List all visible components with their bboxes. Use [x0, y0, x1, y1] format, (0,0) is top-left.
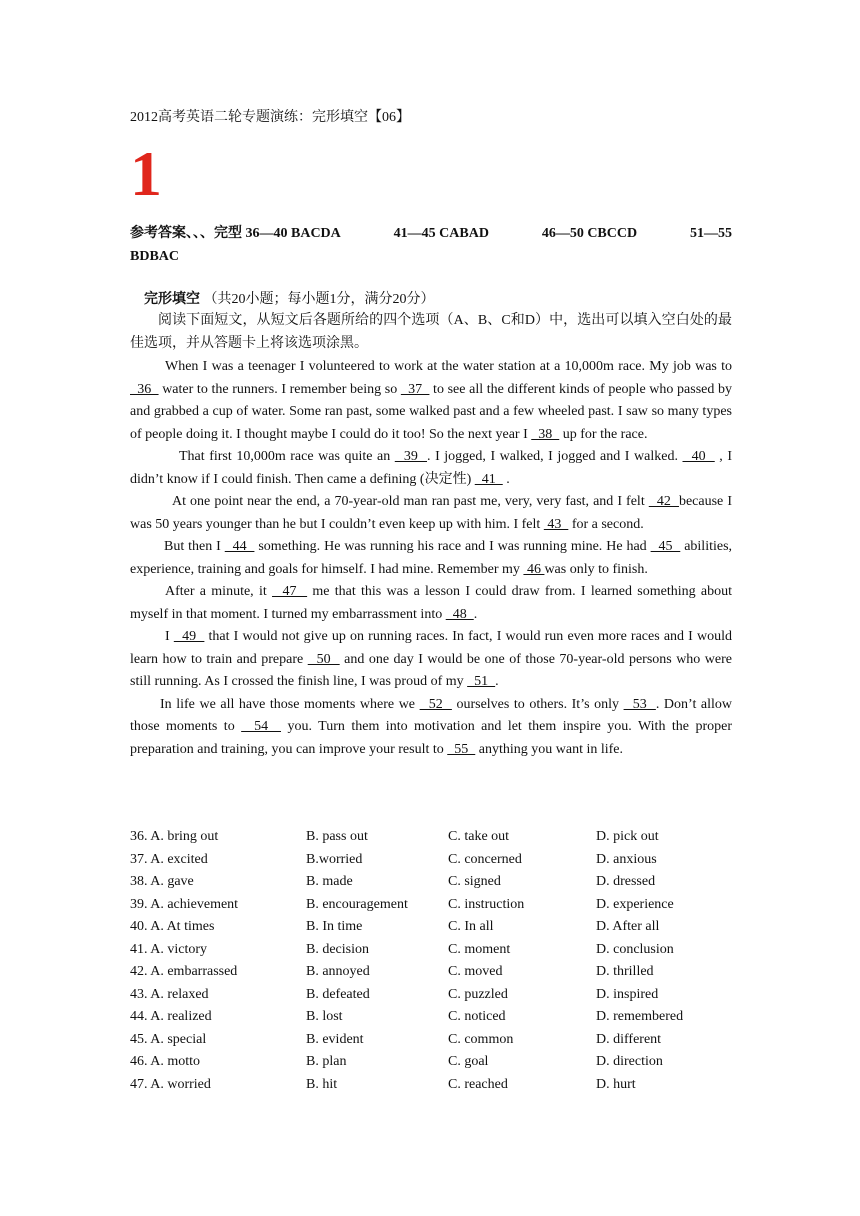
option-b: B. evident — [306, 1031, 364, 1047]
text: After a minute, it — [165, 584, 273, 599]
option-d: D. hurt — [596, 1076, 636, 1092]
option-a: 47. A. worried — [130, 1076, 211, 1092]
option-c: C. goal — [448, 1054, 489, 1069]
question-number: 1 — [130, 138, 162, 209]
text: abilities, experience, training and goals for himself. I had mine. Remember my — [130, 539, 733, 577]
answer-key-label: 参考答案、、、完型 36—40 BACDA — [130, 226, 341, 241]
paragraph-4 — [130, 536, 732, 581]
paragraph-6 — [130, 626, 732, 694]
option-row-40 — [130, 919, 732, 942]
option-d: D. inspired — [596, 986, 659, 1002]
section-title: 完形填空 — [144, 292, 200, 307]
blank-49: 49 — [173, 629, 205, 644]
text: to see all the different kinds of people who passed by and grabbed a cup of water. Some ran past, some walked past and a few wheeled past. I saw so many types of people doing it. I thought maybe I could do it too! So the next year I — [130, 381, 733, 442]
option-c: C. signed — [448, 874, 501, 889]
option-b: B. annoyed — [306, 964, 370, 979]
blank-41: 41 — [474, 471, 503, 487]
option-c: C. take out — [448, 829, 510, 844]
option-row-44 — [130, 1009, 732, 1032]
text: , I didn’t know if I could finish. Then came a defining (决定性) — [130, 449, 733, 487]
option-row-41 — [130, 942, 732, 965]
text: up for the race. — [559, 426, 648, 442]
text: . I jogged, I walked, I jogged and I walked. — [427, 449, 683, 464]
option-b: B.worried — [306, 851, 363, 867]
option-c: C. concerned — [448, 851, 522, 867]
text: . — [473, 606, 478, 622]
option-c: C. noticed — [448, 1009, 506, 1024]
option-b: B. plan — [306, 1054, 347, 1069]
option-d: D. pick out — [596, 829, 659, 844]
text: I — [165, 629, 174, 644]
document-title: 2012高考英语二轮专题演练：完形填空【06】 — [130, 110, 410, 125]
text: anything you want in life. — [475, 741, 624, 757]
option-b: B. encouragement — [306, 896, 408, 912]
paragraph-7 — [130, 694, 732, 762]
blank-48: 48 — [445, 606, 474, 622]
option-d: D. different — [596, 1031, 662, 1047]
option-a: 37. A. excited — [130, 851, 208, 867]
text: . — [495, 674, 499, 689]
paragraph-3 — [130, 491, 732, 536]
option-d: D. conclusion — [596, 941, 674, 957]
section-heading — [144, 288, 435, 308]
option-b: B. lost — [306, 1009, 343, 1024]
option-row-37 — [130, 852, 732, 875]
answer-group-46-50: 46—50 CBCCD — [541, 226, 638, 241]
option-b: B. In time — [306, 919, 363, 934]
text: ourselves to others. It’s only — [451, 696, 624, 712]
option-c: C. moved — [448, 964, 503, 979]
text: for a second. — [568, 516, 644, 532]
option-a: 44. A. realized — [130, 1009, 212, 1024]
option-b: B. hit — [306, 1076, 338, 1092]
option-b: B. pass out — [306, 829, 368, 844]
option-d: D. remembered — [596, 1009, 684, 1024]
option-row-46 — [130, 1054, 732, 1077]
text: At one point near the end, a 70-year-old man ran past me, very, very fast, and I felt — [172, 494, 649, 509]
option-d: D. experience — [596, 896, 674, 912]
option-d: D. direction — [596, 1054, 663, 1069]
blank-43: 43 — [543, 516, 569, 532]
blank-53: 53 — [623, 696, 656, 712]
paragraph-2 — [130, 446, 732, 491]
blank-36: 36 — [130, 381, 159, 397]
blank-39: 39 — [394, 449, 428, 464]
option-c: C. In all — [448, 919, 494, 934]
answer-group-51-55-label: 51—55 — [689, 226, 732, 241]
paragraph-1 — [130, 356, 732, 446]
paragraph-5 — [130, 581, 732, 626]
text: me that this was a lesson I could draw from. I learned something about myself in that moment. I turned my embarrassment into — [130, 584, 732, 622]
blank-45: 45 — [650, 539, 681, 554]
option-d: D. After all — [596, 919, 660, 934]
text: That first 10,000m race was quite an — [179, 449, 395, 464]
options-list — [130, 829, 732, 1099]
text: water to the runners. I remember being so — [158, 381, 401, 397]
text: you. Turn them into motivation and let them inspire you. With the proper preparation and training, you can improve your result to — [130, 719, 733, 757]
blank-47: 47 — [272, 584, 308, 599]
option-row-36 — [130, 829, 732, 852]
option-row-42 — [130, 964, 732, 987]
answer-group-41-45: 41—45 CABAD — [393, 226, 489, 241]
text: and one day I would be one of those 70-year-old persons who were still running. As I crossed the finish line, I was proud of my — [130, 651, 732, 689]
answer-group-51-55: BDBAC — [130, 249, 180, 264]
text: . — [502, 471, 510, 487]
option-a: 41. A. victory — [130, 941, 207, 957]
instructions: 阅读下面短文，从短文后各题所给的四个选项（A、B、C和D）中，选出可以填入空白处的最佳选项，并从答题卡上将该选项涂黑。 — [130, 313, 732, 351]
option-c: C. puzzled — [448, 986, 508, 1002]
option-d: D. thrilled — [596, 964, 654, 979]
option-row-47 — [130, 1077, 732, 1100]
option-b: B. made — [306, 874, 353, 889]
cloze-passage — [130, 356, 732, 761]
option-a: 38. A. gave — [130, 874, 194, 889]
blank-52: 52 — [419, 696, 452, 712]
option-c: C. reached — [448, 1076, 508, 1092]
option-b: B. decision — [306, 941, 369, 957]
option-c: C. common — [448, 1031, 514, 1047]
option-d: D. anxious — [596, 851, 657, 867]
option-row-43 — [130, 987, 732, 1010]
option-a: 43. A. relaxed — [130, 986, 209, 1002]
blank-55: 55 — [447, 741, 476, 757]
text: But then I — [164, 539, 225, 554]
blank-50: 50 — [307, 651, 340, 667]
text: something. He was running his race and I was running mine. He had — [254, 539, 651, 554]
blank-54: 54 — [241, 719, 281, 734]
option-a: 45. A. special — [130, 1031, 207, 1047]
text: When I was a teenager I volunteered to work at the water station at a 10,000m race. My job was to — [165, 359, 732, 374]
option-a: 36. A. bring out — [130, 829, 219, 844]
answer-key — [130, 222, 732, 268]
option-b: B. defeated — [306, 986, 370, 1002]
text: was only to finish. — [544, 561, 648, 577]
option-a: 40. A. At times — [130, 919, 215, 934]
blank-51: 51 — [467, 674, 496, 689]
option-row-38 — [130, 874, 732, 897]
option-a: 46. A. motto — [130, 1054, 201, 1069]
option-row-39 — [130, 897, 732, 920]
blank-40: 40 — [682, 449, 715, 464]
text: In life we all have those moments where we — [160, 696, 420, 712]
blank-37: 37 — [400, 381, 430, 397]
blank-44: 44 — [224, 539, 255, 554]
section-note: （共20小题；每小题1分，满分20分） — [203, 292, 435, 307]
blank-46: 46 — [523, 561, 545, 577]
option-c: C. instruction — [448, 896, 525, 912]
option-row-45 — [130, 1032, 732, 1055]
text: . Don’t allow those moments to — [130, 696, 733, 734]
option-a: 42. A. embarrassed — [130, 964, 238, 979]
option-d: D. dressed — [596, 874, 656, 889]
text: because I was 50 years younger than he but I couldn’t even keep up with him. I felt — [130, 494, 732, 532]
option-a: 39. A. achievement — [130, 896, 239, 912]
option-c: C. moment — [448, 941, 511, 957]
text: that I would not give up on running races. In fact, I would run even more races and I would learn how to train and prepare — [130, 629, 732, 667]
blank-38: 38 — [531, 426, 560, 442]
blank-42: 42 — [648, 494, 679, 509]
